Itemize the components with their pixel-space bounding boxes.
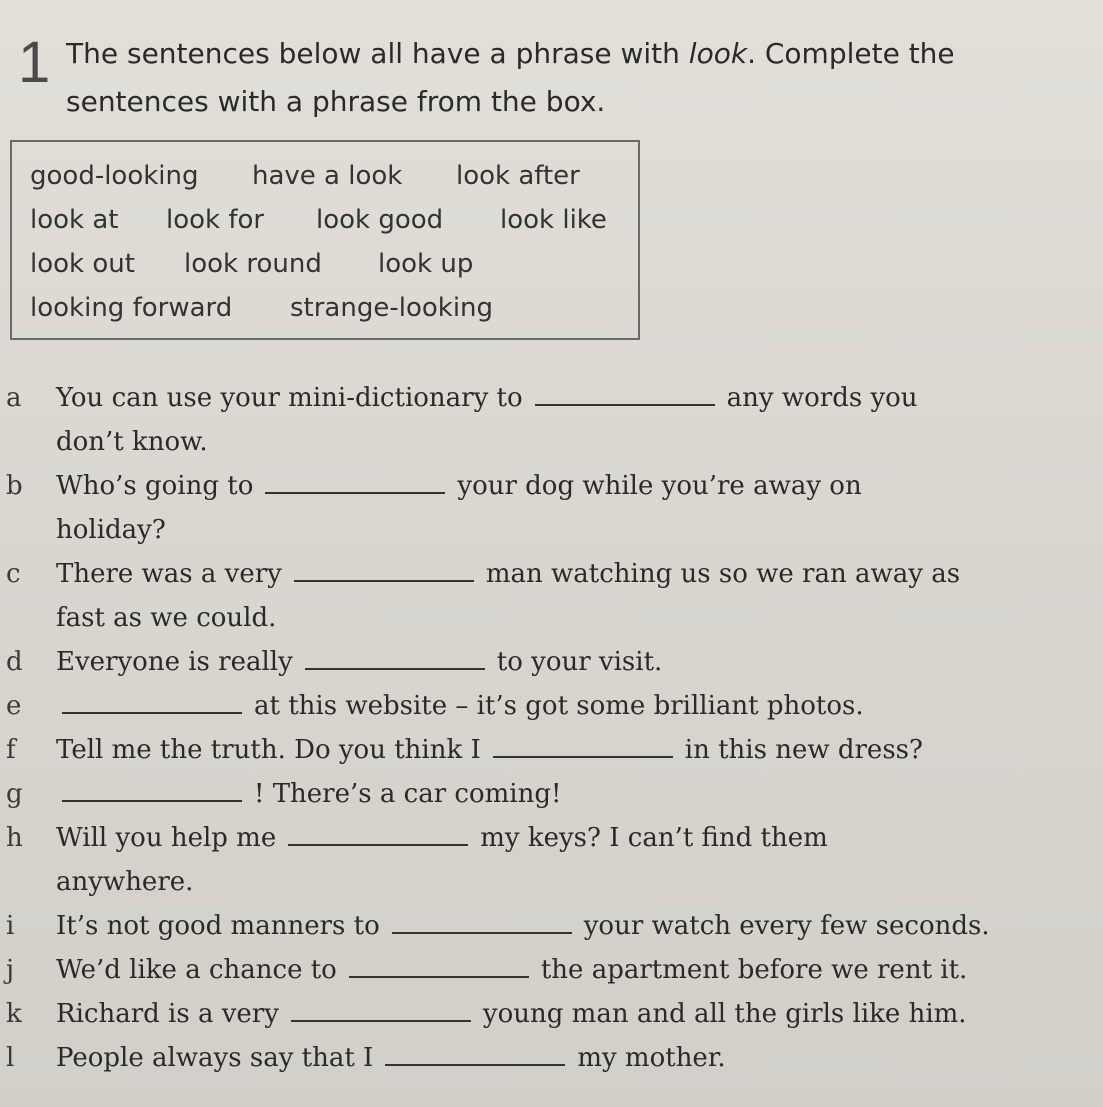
sentence-continuation: holiday? [56,515,166,545]
answer-blank[interactable] [288,818,468,846]
phrase-look-out: look out [30,249,135,279]
instruction-after: . Complete the sentences with a phrase from the box. [66,37,955,118]
sentence-text-after: the apartment before we rent it. [540,955,968,985]
phrase-box-row [30,244,473,284]
sentence-text-before: Richard is a very [56,999,279,1029]
sentence-text-after: to your visit. [496,647,663,677]
sentence-text-before: Tell me the truth. Do you think I [56,735,481,765]
answer-blank[interactable] [349,950,529,978]
sentence-letter: g [6,779,23,809]
phrase-look-for: look for [166,205,265,235]
sentence-text-after: your watch every few seconds. [583,911,990,941]
phrase-strange-looking: strange-looking [290,293,494,323]
sentence-text-before: We’d like a chance to [56,955,337,985]
sentence-letter: i [6,911,15,941]
phrase-looking-forward: looking forward [30,293,233,323]
phrase-have-a-look: have a look [252,161,403,191]
sentence-text-after: my mother. [577,1043,726,1073]
answer-blank[interactable] [291,994,471,1022]
sentence-text-before: Everyone is really [56,647,293,677]
answer-blank[interactable] [392,906,572,934]
sentence-letter: k [6,999,22,1029]
answer-blank[interactable] [535,378,715,406]
sentence-letter: l [6,1043,15,1073]
phrase-box [10,140,640,340]
answer-blank[interactable] [62,686,242,714]
sentence-text-before: It’s not good manners to [56,911,380,941]
instruction-before: The sentences below all have a phrase with [66,37,689,70]
sentence-text-after: my keys? I can’t find them [480,823,828,853]
sentence-letter: a [6,383,22,413]
sentence-letter: b [6,471,23,501]
sentence-text-before: Who’s going to [56,471,254,501]
sentence-letter: f [6,735,16,765]
sentence-text-before: Will you help me [56,823,277,853]
sentence-letter: e [6,691,22,721]
sentence-text-after: young man and all the girls like him. [482,999,967,1029]
sentence-continuation: fast as we could. [56,603,277,633]
phrase-look-round: look round [184,249,322,279]
sentence-letter: h [6,823,23,853]
phrase-box-row [30,200,607,240]
exercise-instruction [66,30,1076,126]
sentence-letter: d [6,647,23,677]
phrase-look-like: look like [500,205,607,235]
sentence-letter: j [6,955,15,985]
phrase-look-at: look at [30,205,119,235]
answer-blank[interactable] [385,1038,565,1066]
sentence-text-after: man watching us so we ran away as [485,559,961,589]
answer-blank[interactable] [493,730,673,758]
sentence-continuation: don’t know. [56,427,208,457]
answer-blank[interactable] [265,466,445,494]
sentence-text-before: There was a very [56,559,282,589]
phrase-look-good: look good [316,205,444,235]
phrase-box-row [30,156,580,196]
sentence-text-before: You can use your mini-dictionary to [56,383,523,413]
answer-blank[interactable] [294,554,474,582]
phrase-good-looking: good-looking [30,161,199,191]
answer-blank[interactable] [305,642,485,670]
sentence-letter: c [6,559,21,589]
phrase-look-up: look up [378,249,474,279]
sentence-text-after: ! There’s a car coming! [254,779,562,809]
phrase-look-after: look after [456,161,580,191]
answer-blank[interactable] [62,774,242,802]
instruction-keyword: look [688,37,748,70]
sentence-text-after: in this new dress? [684,735,923,765]
sentence-text-after: your dog while you’re away on [457,471,862,501]
phrase-box-row [30,288,493,328]
sentence-text-after: at this website – it’s got some brilliant photos. [254,691,864,721]
sentence-text-after: any words you [726,383,918,413]
sentence-continuation: anywhere. [56,867,194,897]
sentence-text-before: People always say that I [56,1043,374,1073]
exercise-number: 1 [18,30,51,95]
